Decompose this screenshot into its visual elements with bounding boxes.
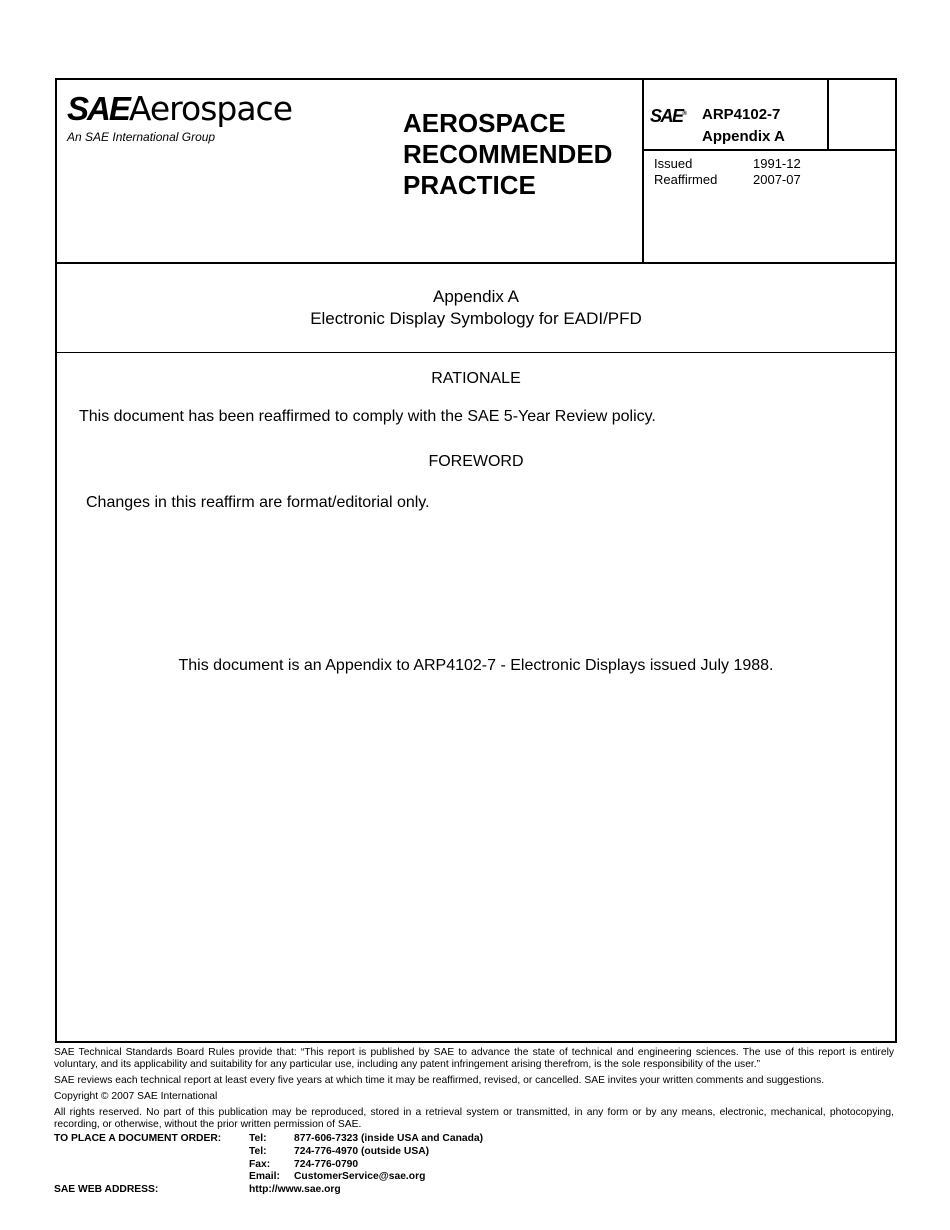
order-contact-list xyxy=(249,1133,483,1184)
order-contact-row: Tel: 724-776-4970 (outside USA) xyxy=(249,1145,430,1157)
issued-value: 1991-12 xyxy=(753,156,801,171)
fax-number: 724-776-0790 xyxy=(294,1158,359,1170)
foreword-heading: FOREWORD xyxy=(428,453,524,470)
phone-us-canada: 877-606-7323 (inside USA and Canada) xyxy=(294,1133,484,1144)
sae-mini-logo: SAE® xyxy=(650,106,687,126)
document-number: ARP4102-7 xyxy=(702,106,781,123)
logo-aerospace-text: Aerospace xyxy=(128,89,292,128)
logo-subtitle: An SAE International Group xyxy=(67,130,216,144)
document-footer xyxy=(54,1047,894,1195)
document-id-panel xyxy=(642,80,897,262)
logo-sae-text: SAE xyxy=(67,90,129,127)
order-contact-row: Email: CustomerService@sae.org xyxy=(249,1171,426,1183)
email-address: CustomerService@sae.org xyxy=(294,1171,426,1183)
document-appendix-label: Appendix A xyxy=(702,128,785,145)
order-contact-row: Tel: 877-606-7323 (inside USA and Canada) xyxy=(249,1133,484,1144)
foreword-text: Changes in this reaffirm are format/editorial only. xyxy=(86,494,430,511)
reaffirmed-value: 2007-07 xyxy=(753,172,801,187)
document-header xyxy=(57,80,895,264)
issued-row xyxy=(654,156,801,172)
document-frame xyxy=(55,78,897,1043)
id-corner-box xyxy=(827,80,897,151)
issued-label: Issued xyxy=(654,156,693,171)
rationale-heading: RATIONALE xyxy=(431,370,521,387)
order-label: TO PLACE A DOCUMENT ORDER: xyxy=(54,1133,222,1144)
document-title-band xyxy=(57,262,895,353)
order-info xyxy=(54,1133,894,1195)
doc-type-line-2: RECOMMENDED xyxy=(403,139,613,169)
order-contact-row: Fax: 724-776-0790 xyxy=(249,1158,359,1170)
web-address-label: SAE WEB ADDRESS: xyxy=(54,1184,159,1195)
document-id-box xyxy=(644,80,827,151)
doc-type-line-1: AEROSPACE xyxy=(403,108,566,138)
reaffirmed-row xyxy=(654,172,801,188)
document-type-title xyxy=(403,108,643,201)
appendix-note: This document is an Appendix to ARP4102-7 - Electronic Displays issued July 1988. xyxy=(178,657,774,674)
rationale-text: This document has been reaffirmed to comply with the SAE 5-Year Review policy. xyxy=(79,408,656,425)
document-dates xyxy=(654,156,801,188)
review-policy-text: SAE reviews each technical report at least every five years at which time it may be reaffirmed, revised, or cancelled. SAE invites your written comments and suggestions. xyxy=(54,1075,825,1086)
doc-type-line-3: PRACTICE xyxy=(403,170,536,200)
reaffirmed-label: Reaffirmed xyxy=(654,172,718,187)
sae-aerospace-logo xyxy=(67,89,327,152)
title-appendix: Appendix A xyxy=(432,287,519,306)
rights-text: All rights reserved. No part of this publication may be reproduced, stored in a retrieval system or transmitted, in any form or by any means, electronic, mechanical, photocopying, recording, or otherwise, without the prior written permission of SAE. xyxy=(54,1107,894,1130)
title-subject: Electronic Display Symbology for EADI/PFD xyxy=(310,309,642,328)
web-address-link[interactable]: http://www.sae.org xyxy=(249,1184,341,1195)
tsb-rules-text: SAE Technical Standards Board Rules provide that: “This report is published by SAE to advance the state of technical and engineering sciences. The use of this report is entirely voluntary, and its applicability and suitability for any particular use, including any patent infringement arising therefrom, is the sole responsibility of the user.” xyxy=(54,1047,894,1070)
copyright-text: Copyright © 2007 SAE International xyxy=(54,1091,218,1102)
phone-outside-usa: 724-776-4970 (outside USA) xyxy=(294,1145,430,1157)
